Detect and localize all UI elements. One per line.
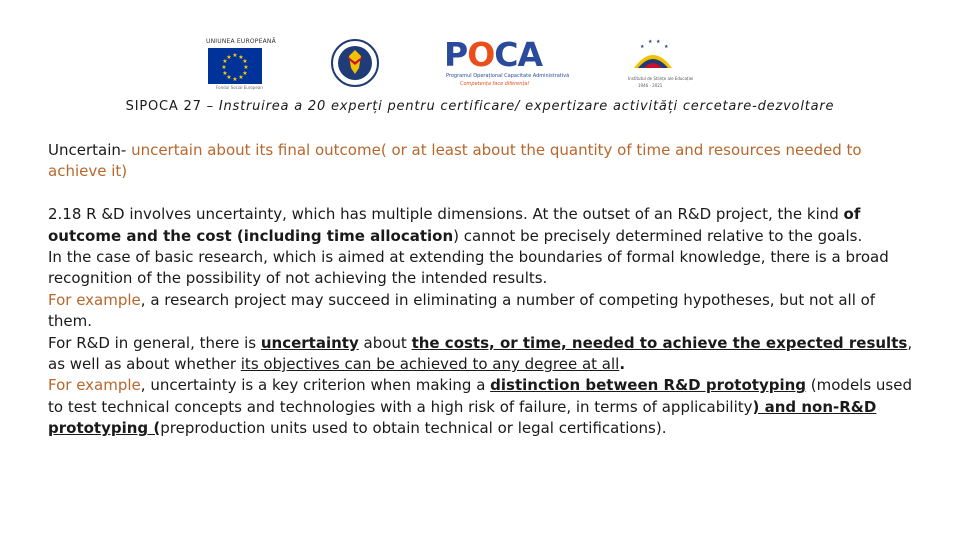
paragraph-basic-research: In the case of basic research, which is aimed at extending the boundaries of formal knowledge, there is a broad recognition of the possibility of not achieving the intended results. <box>48 248 889 288</box>
svg-text:★: ★ <box>226 74 232 81</box>
paragraph-example-1: For example, a research project may succeed in eliminating a number of competing hypotheses, but not all of them. <box>48 290 876 331</box>
svg-text:★: ★ <box>640 44 645 50</box>
institute-emblem-icon <box>624 38 682 76</box>
svg-text:★: ★ <box>238 54 244 61</box>
project-code: SIPOCA 27 – <box>125 99 219 114</box>
svg-text:★: ★ <box>242 58 248 65</box>
eu-logo <box>206 38 276 90</box>
svg-text:★: ★ <box>232 76 238 83</box>
project-header <box>0 99 960 114</box>
svg-text:★: ★ <box>232 52 238 59</box>
eu-logo-caption-2: Fondul Social European <box>216 85 263 90</box>
emphasis-non-rd-prototyping: ) and non-R&D prototyping ( <box>48 397 877 438</box>
svg-text:★: ★ <box>222 58 228 65</box>
svg-text:★: ★ <box>648 39 653 45</box>
slide-body <box>48 140 918 440</box>
emphasis-outcome-cost: of outcome and the cost (including time allocation <box>48 205 861 245</box>
definition-text: uncertain about its final outcome( or at least about the quantity of time and resources needed to achieve it) <box>48 141 862 181</box>
paragraph-example-2: For example, uncertainty is a key criterion when making a distinction between R&D prototyping (models used to test technical concepts and technologies with a high risk of failure, in terms of applicability) and non-R&D prototyping (preproduction units used to obtain technical or legal certifications). <box>48 376 912 438</box>
institute-logo <box>624 38 694 92</box>
emphasis-rd-prototyping: distinction between R&D prototyping <box>490 376 807 395</box>
emphasis-uncertainty: uncertainty <box>260 333 359 352</box>
svg-text:★: ★ <box>664 44 669 50</box>
poca-slogan: Competența face diferența! <box>460 81 530 87</box>
for-example-label: For example <box>48 376 141 395</box>
svg-text:★: ★ <box>221 64 227 71</box>
svg-text:★: ★ <box>243 64 249 71</box>
eu-logo-caption: UNIUNEA EUROPEANĂ <box>206 38 276 45</box>
eu-flag-icon <box>208 48 262 84</box>
svg-text:★: ★ <box>242 70 248 77</box>
institute-years: 1946 - 2021 <box>638 83 663 88</box>
emphasis-objectives: its objectives can be achieved to any degree at all <box>240 355 620 374</box>
logo-bar <box>0 35 960 96</box>
svg-text:★: ★ <box>238 74 244 81</box>
paragraph-rd-general: For R&D in general, there is uncertainty about the costs, or time, needed to achieve the expected results, as well as about whether its objectives can be achieved to any degree at all. <box>48 333 913 374</box>
poca-wordmark: POCA <box>444 35 543 74</box>
svg-text:★: ★ <box>226 54 232 61</box>
svg-text:★: ★ <box>656 39 661 45</box>
svg-text:★: ★ <box>222 70 228 77</box>
term-uncertain: Uncertain- <box>48 141 132 159</box>
paragraph-uncertain-definition <box>48 140 918 183</box>
paragraph-2-18: 2.18 R &D involves uncertainty, which has multiple dimensions. At the outset of an R&D project, the kind of outcome and the cost (including time allocation) cannot be precisely determined relative to the goals. <box>48 205 863 245</box>
government-emblem-icon <box>331 38 379 88</box>
poca-logo <box>444 35 570 92</box>
emphasis-costs-time: the costs, or time, needed to achieve the expected results <box>411 333 908 352</box>
project-title: Instruirea a 20 experți pentru certificare/ expertizare activități cercetare-dezvoltare <box>218 99 835 114</box>
for-example-label: For example <box>48 290 141 309</box>
poca-program-name: Programul Operațional Capacitate Administrativă <box>446 73 570 79</box>
institute-caption: Institutul de Științe ale Educației <box>628 76 694 81</box>
